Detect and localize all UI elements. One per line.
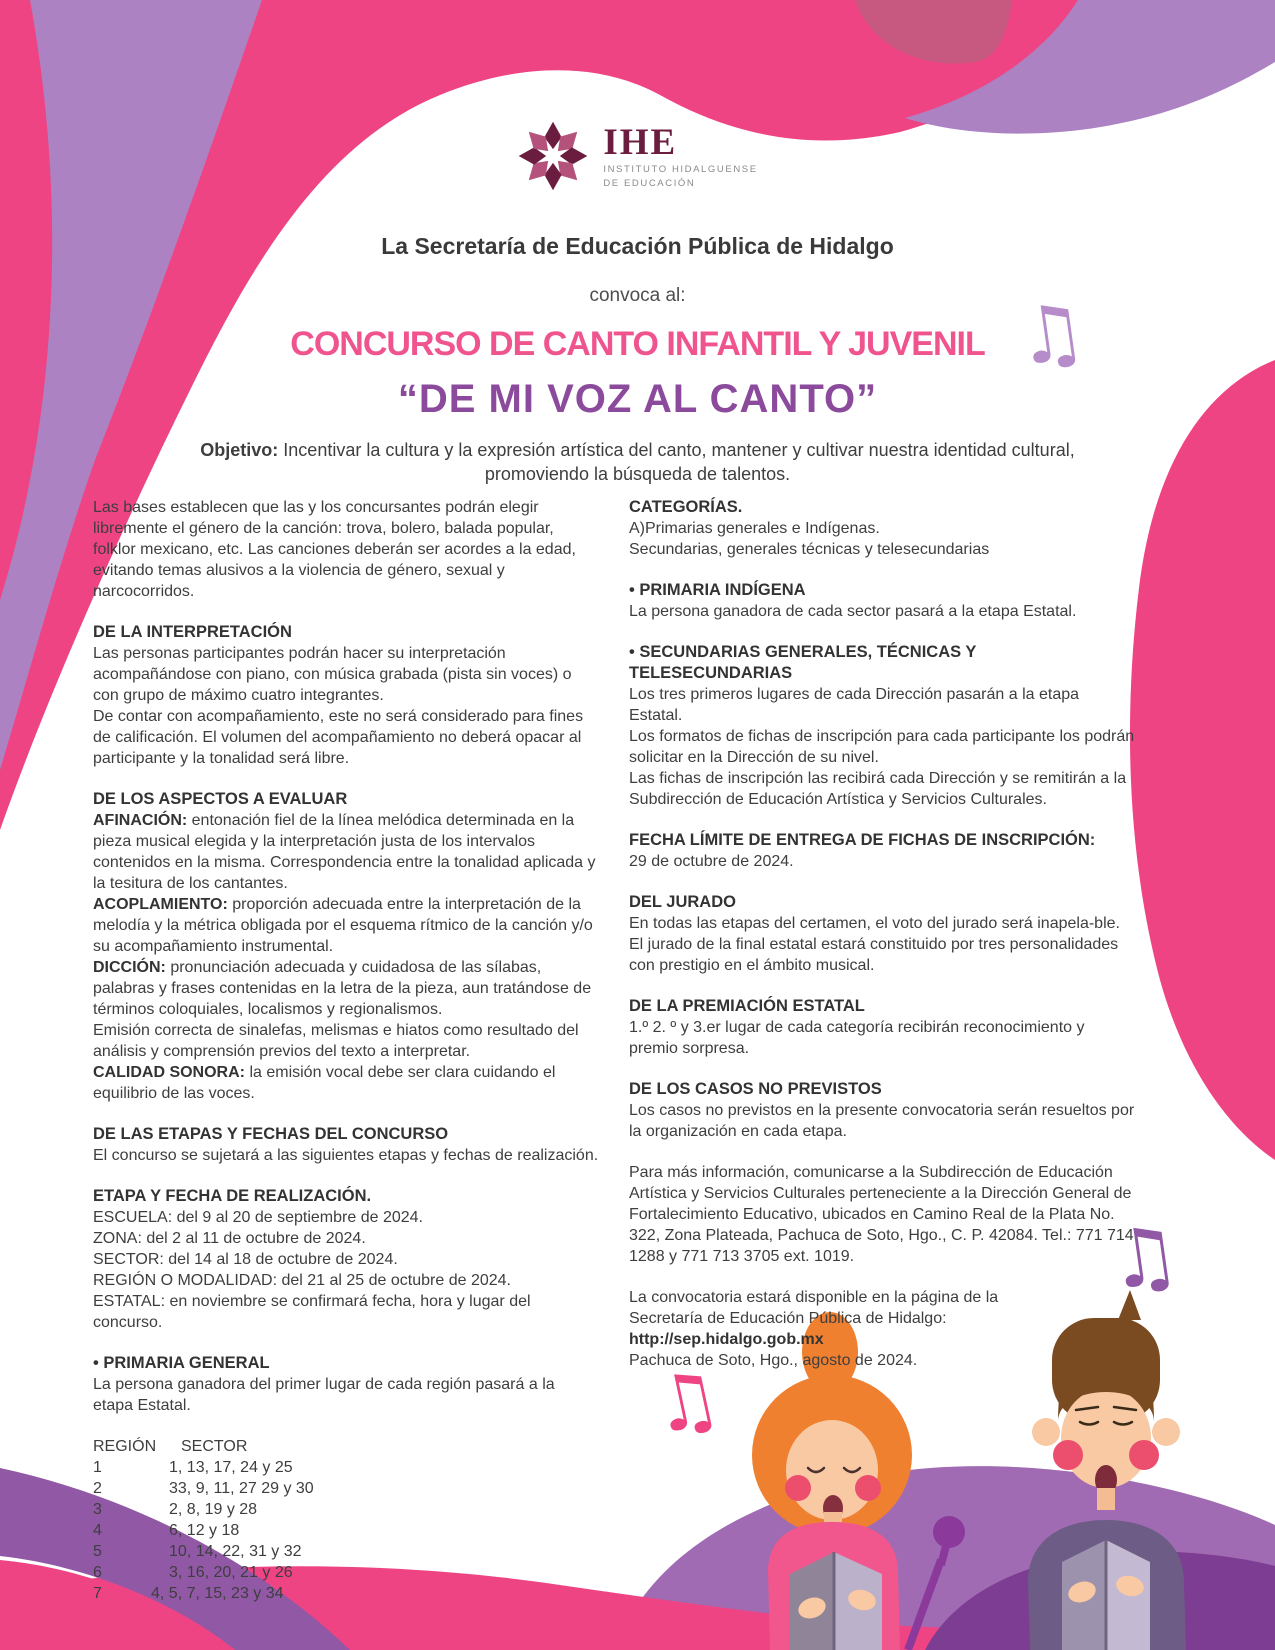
fecha-escuela: ESCUELA: del 9 al 20 de septiembre de 2024. <box>93 1209 423 1226</box>
contact-paragraph: Para más información, comunicarse a la Subdirección de Educación Artística y Servicios Culturales perteneciente a la Dirección General de Fortalecimiento Educativo, ubicados en Camino Real de la Plata No. 322, Zona Plateada, Pachuca de Soto, Hgo., C. P. 42084. Tel.: 771 714 1288 y 771 713 3705 ext. 1019. <box>629 1164 1134 1265</box>
heading-fecha-limite: FECHA LÍMITE DE ENTREGA DE FICHAS DE INSCRIPCIÓN: <box>629 831 1096 849</box>
interpretacion-p1: Las personas participantes podrán hacer su interpretación acompañándose con piano, con música grabada (pista sin voces) o con grupo de máximo cuatro integrantes. <box>93 645 572 704</box>
objective-text: Incentivar la cultura y la expresión artística del canto, mantener y cultivar nuestra identidad cultural, promoviendo la búsqueda de talentos. <box>283 440 1075 484</box>
table-row: 7 <box>93 1585 102 1602</box>
aspecto-afinacion: AFINACIÓN: entonación fiel de la línea melódica determinada en la pieza musical elegida y la interpretación justa de los intervalos contenidos en la misma. Correspondencia entre la tonalidad aplicada y la tesitura de los cantantes. <box>93 812 596 892</box>
heading-primaria-general: • PRIMARIA GENERAL <box>93 1354 270 1372</box>
body-columns <box>93 497 1135 1604</box>
table-row: 1, 13, 17, 24 y 25 <box>169 1459 293 1476</box>
fecha-sector: SECTOR: del 14 al 18 de octubre de 2024. <box>93 1251 398 1268</box>
heading-interpretacion: DE LA INTERPRETACIÓN <box>93 623 292 641</box>
intro-paragraph: Las bases establecen que las y los concursantes podrán elegir libremente el género de la canción: trova, bolero, balada popular, folklor mexicano, etc. Las canciones deberán ser acordes a la edad, evitando temas alusivos a la violencia de género, sexual y narcocorridos. <box>93 499 576 600</box>
table-row: 33, 9, 11, 27 29 y 30 <box>169 1480 314 1497</box>
fecha-zona: ZONA: del 2 al 11 de octubre de 2024. <box>93 1230 366 1247</box>
aspecto-diccion: DICCIÓN: pronunciación adecuada y cuidadosa de las sílabas, palabras y frases contenidas en la letra de la pieza, aun tratándose de términos coloquiales, localismos y regionalismos. <box>93 959 592 1018</box>
logo-org-line2: DE EDUCACIÓN <box>603 177 696 189</box>
primaria-general-text: La persona ganadora del primer lugar de cada región pasará a la etapa Estatal. <box>93 1376 555 1414</box>
right-pink-blob <box>1130 360 1275 1160</box>
primaria-indigena-text: La persona ganadora de cada sector pasará a la etapa Estatal. <box>629 603 1077 620</box>
secundarias-p2: Los formatos de fichas de inscripción para cada participante los podrán solicitar en la Dirección de su nivel. <box>629 728 1135 766</box>
heading-casos-no-previstos: DE LOS CASOS NO PREVISTOS <box>629 1080 882 1098</box>
table-row: 6, 12 y 18 <box>169 1522 240 1539</box>
heading-jurado: DEL JURADO <box>629 893 736 911</box>
heading-premiacion: DE LA PREMIACIÓN ESTATAL <box>629 997 865 1015</box>
logo-org-line1: INSTITUTO HIDALGUENSE <box>603 163 758 175</box>
left-column <box>93 497 599 1604</box>
table-row: 6 <box>93 1564 102 1581</box>
table-row: 1 <box>93 1459 102 1476</box>
organization-title: La Secretaría de Educación Pública de Hidalgo <box>381 233 894 260</box>
aspecto-emision: Emisión correcta de sinalefas, melismas e hiatos como resultado del análisis y comprensión previos del texto a interpretar. <box>93 1022 579 1060</box>
contest-subtitle: “DE MI VOZ AL CANTO” <box>397 377 878 422</box>
right-column <box>629 497 1135 1604</box>
music-note-icon: ♫ <box>1010 285 1092 385</box>
ihe-logo <box>0 120 1275 192</box>
secundarias-p3: Las fichas de inscripción las recibirá cada Dirección y se remitirán a la Subdirección de Educación Artística y Servicios Culturales. <box>629 770 1127 808</box>
aspecto-acoplamiento: ACOPLAMIENTO: proporción adecuada entre la interpretación de la melodía y la métrica obligada por el esquema rítmico de la canción y/o su acompañamiento instrumental. <box>93 896 593 955</box>
aspecto-calidad-sonora: CALIDAD SONORA: la emisión vocal debe ser clara cuidando el equilibrio de las voces. <box>93 1064 556 1102</box>
etapas-text: El concurso se sujetará a las siguientes etapas y fechas de realización. <box>93 1147 599 1164</box>
ihe-star-logo-icon <box>517 120 589 192</box>
logo-acronym: IHE <box>603 121 678 163</box>
table-row: 2, 8, 19 y 28 <box>169 1501 258 1518</box>
heading-aspectos: DE LOS ASPECTOS A EVALUAR <box>93 790 348 808</box>
region-sector-table <box>93 1436 599 1604</box>
fecha-region: REGIÓN O MODALIDAD: del 21 al 25 de octubre de 2024. <box>93 1272 511 1289</box>
fecha-limite-text: 29 de octubre de 2024. <box>629 853 794 870</box>
table-row: 5 <box>93 1543 102 1560</box>
fecha-estatal: ESTATAL: en noviembre se confirmará fecha, hora y lugar del concurso. <box>93 1293 531 1331</box>
table-row: 2 <box>93 1480 102 1497</box>
heading-primaria-indigena: • PRIMARIA INDÍGENA <box>629 581 806 599</box>
music-note-icon: ♫ <box>643 1350 729 1453</box>
table-row: 3 <box>93 1501 102 1518</box>
heading-secundarias: • SECUNDARIAS GENERALES, TÉCNICAS Y TELESECUNDARIAS <box>629 643 977 682</box>
categorias-line2: Secundarias, generales técnicas y telesecundarias <box>629 541 990 558</box>
website-url: http://sep.hidalgo.gob.mx <box>629 1331 824 1348</box>
website-paragraph: La convocatoria estará disponible en la página de la Secretaría de Educación Pública de Hidalgo: http://sep.hidalgo.gob.mx <box>629 1289 999 1348</box>
categorias-line1: A)Primarias generales e Indígenas. <box>629 520 880 537</box>
interpretacion-p2: De contar con acompañamiento, este no será considerado para fines de calificación. El volumen del acompañamiento no deberá opacar al participante y la tonalidad será libre. <box>93 708 584 767</box>
table-row: 10, 14, 22, 31 y 32 <box>169 1543 302 1560</box>
jurado-text: En todas las etapas del certamen, el voto del jurado será inapela-ble. El jurado de la final estatal estará constituido por tres personalidades con prestigio en el ámbito musical. <box>629 915 1120 974</box>
objective-paragraph <box>173 438 1103 486</box>
casos-text: Los casos no previstos en la presente convocatoria serán resueltos por la organización en cada etapa. <box>629 1102 1135 1140</box>
heading-etapas: DE LAS ETAPAS Y FECHAS DEL CONCURSO <box>93 1125 449 1143</box>
heading-fechas: ETAPA Y FECHA DE REALIZACIÓN. <box>93 1187 372 1205</box>
table-header-region: REGIÓN <box>93 1438 157 1455</box>
premiacion-text: 1.º 2. º y 3.er lugar de cada categoría recibirán reconocimiento y premio sorpresa. <box>629 1019 1085 1057</box>
heading-categorias: CATEGORÍAS. <box>629 498 743 516</box>
secundarias-p1: Los tres primeros lugares de cada Dirección pasarán a la etapa Estatal. <box>629 686 1080 724</box>
table-header-sector: SECTOR <box>181 1438 248 1455</box>
table-row: 4, 5, 7, 15, 23 y 34 <box>151 1585 284 1602</box>
closing-line: Pachuca de Soto, Hgo., agosto de 2024. <box>629 1352 918 1369</box>
table-row: 4 <box>93 1522 102 1539</box>
convoca-line: convoca al: <box>589 285 686 306</box>
table-row: 3, 16, 20, 21 y 26 <box>169 1564 293 1581</box>
music-note-icon: ♫ <box>1101 1206 1186 1309</box>
contest-title: CONCURSO DE CANTO INFANTIL Y JUVENIL <box>290 325 985 364</box>
objective-label: Objetivo: <box>200 440 284 460</box>
